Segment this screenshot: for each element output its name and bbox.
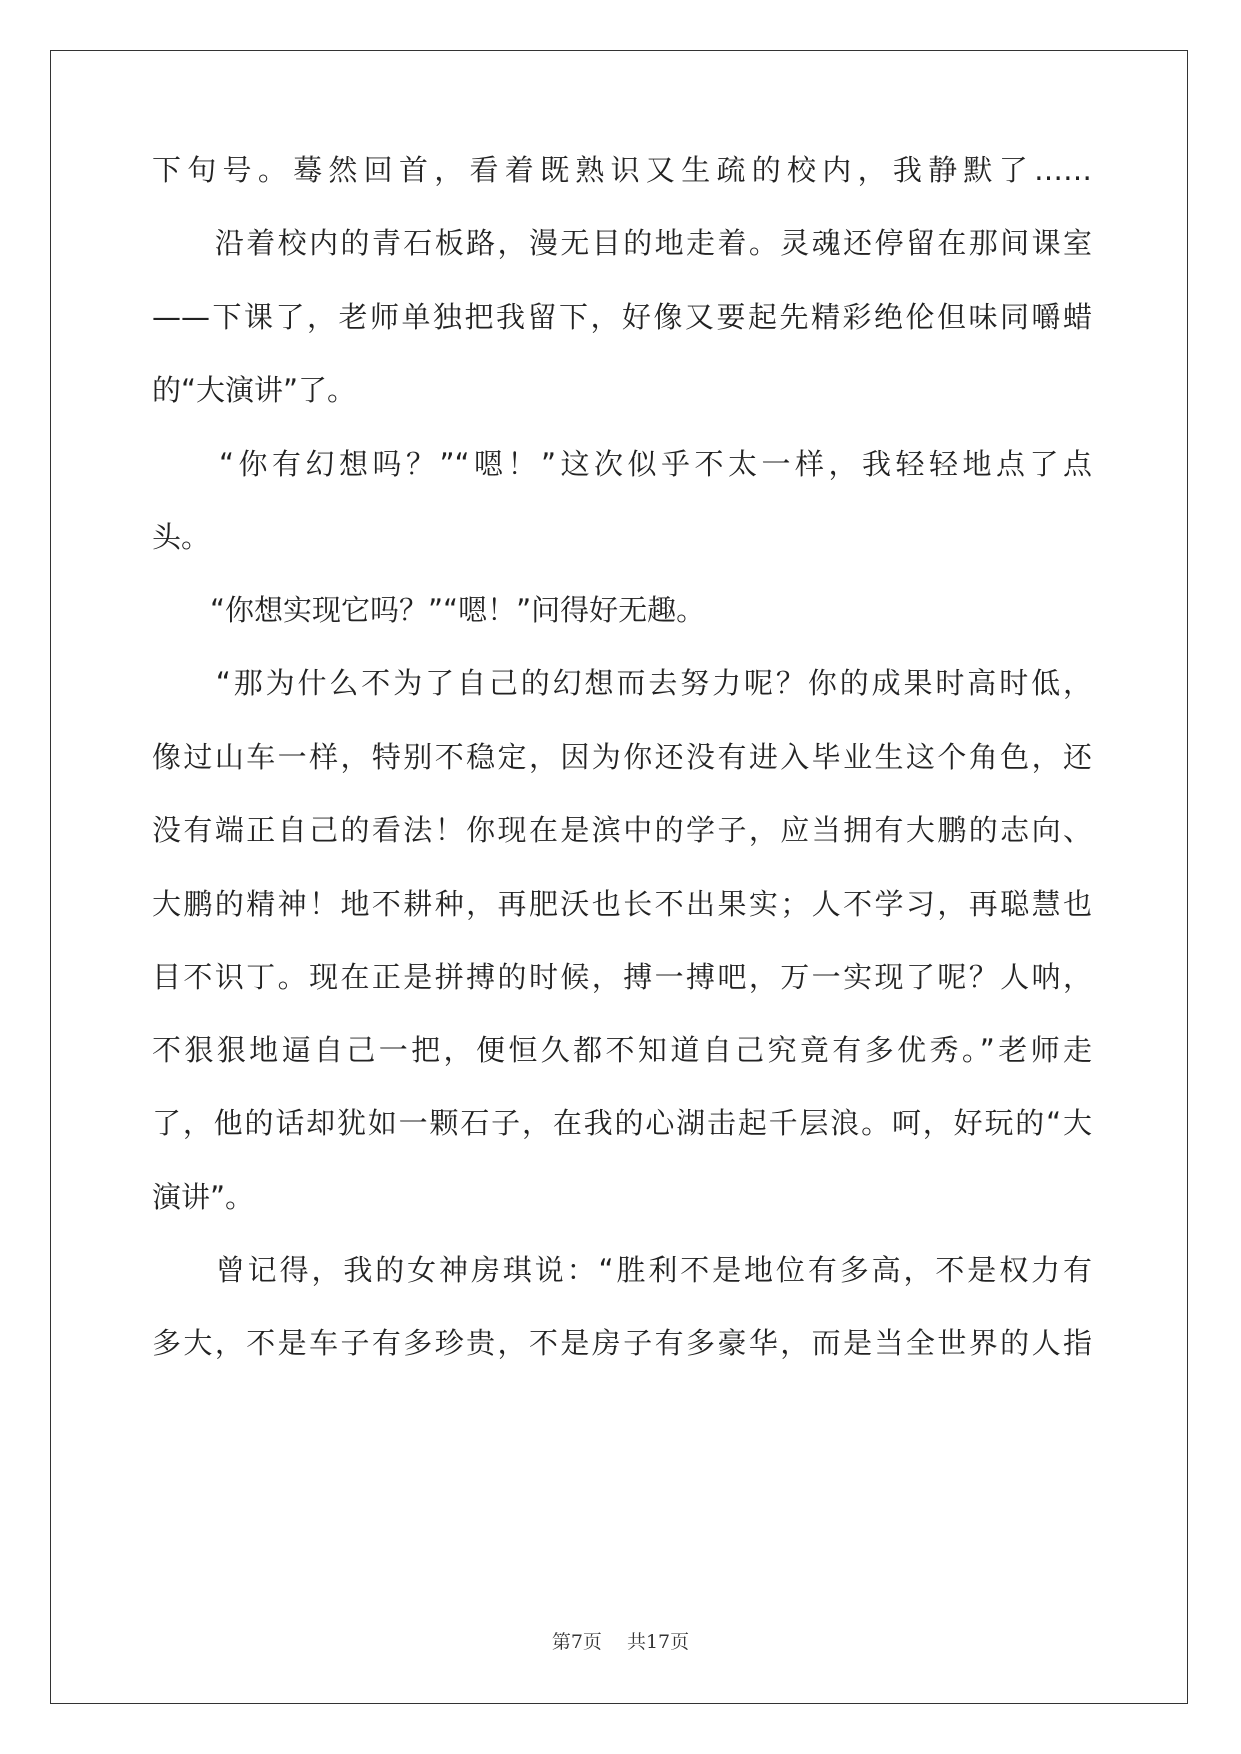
text-line: “你有幻想吗？”“嗯！”这次似乎不太一样，我轻轻地点了点 <box>152 447 1092 481</box>
text-line: 的“大演讲”了。 <box>152 373 357 407</box>
text-line: 沿着校内的青石板路，漫无目的地走着。灵魂还停留在那间课室 <box>152 226 1092 260</box>
text-line: 没有端正自己的看法！你现在是滨中的学子，应当拥有大鹏的志向、 <box>152 813 1092 847</box>
text-line: ——下课了，老师单独把我留下，好像又要起先精彩绝伦但味同嚼蜡 <box>152 300 1092 334</box>
text-line: 曾记得，我的女神房琪说：“胜利不是地位有多高，不是权力有 <box>152 1253 1092 1287</box>
text-line: 演讲”。 <box>152 1180 255 1214</box>
text-line: 不狠狠地逼自己一把，便恒久都不知道自己究竟有多优秀。”老师走 <box>152 1033 1092 1067</box>
text-line: 多大，不是车子有多珍贵，不是房子有多豪华，而是当全世界的人指 <box>152 1326 1092 1360</box>
text-line: 了，他的话却犹如一颗石子，在我的心湖击起千层浪。呵，好玩的“大 <box>152 1106 1092 1140</box>
text-line: 像过山车一样，特别不稳定，因为你还没有进入毕业生这个角色，还 <box>152 740 1092 774</box>
text-line: 下句号。蓦然回首，看着既熟识又生疏的校内，我静默了…… <box>152 153 1092 187</box>
text-line: 大鹏的精神！地不耕种，再肥沃也长不出果实；人不学习，再聪慧也 <box>152 887 1092 921</box>
text-line: 头。 <box>152 520 211 554</box>
page-footer: 第7页 共17页 <box>551 1631 690 1653</box>
text-line: “那为什么不为了自己的幻想而去努力呢？你的成果时高时低， <box>152 666 1092 700</box>
text-line: 目不识丁。现在正是拼搏的时候，搏一搏吧，万一实现了呢？人呐， <box>152 960 1092 994</box>
text-line: “你想实现它吗？”“嗯！”问得好无趣。 <box>152 593 706 627</box>
